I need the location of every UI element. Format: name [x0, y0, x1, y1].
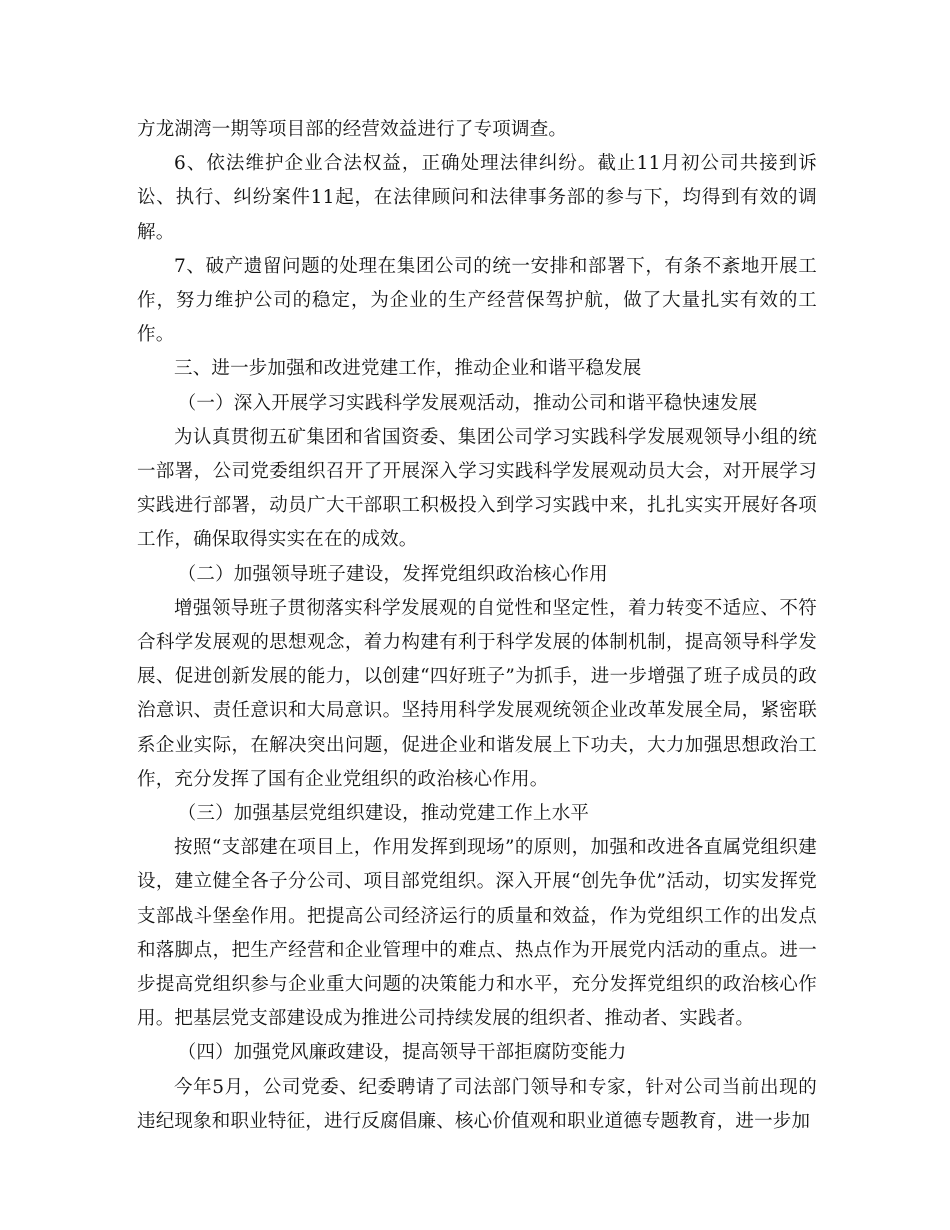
- paragraph-project-survey: 方龙湖湾一期等项目部的经营效益进行了专项调查。: [137, 119, 568, 140]
- subheading-scientific-development: （一）深入开展学习实践科学发展观活动，推动公司和谐平稳快速发展: [177, 392, 758, 414]
- paragraph-grassroots: 按照“支部建在项目上，作用发挥到现场”的原则，加强和改进各直属党组织建设，建立健全各子分公司、项目部党组织。深入开展“创先争优”活动，切实发挥党支部战斗堡垒作用。把提高公司经济运行的质量和效益，作为党组织工作的出发点和落脚点，把生产经营和企业管理中的难点、热点作为开展党内活动的重点。进一步提高党组织参与企业重大问题的决策能力和水平，充分发挥党组织的政治核心作用。把基层党支部建设成为推进公司持续发展的组织者、推动者、实践者。: [137, 837, 817, 1030]
- subheading-grassroots: （三）加强基层党组织建设，推动党建工作上水平: [177, 803, 590, 825]
- subheading-integrity: （四）加强党风廉政建设，提高领导干部拒腐防变能力: [177, 1042, 627, 1064]
- paragraph-leadership: 增强领导班子贯彻落实科学发展观的自觉性和坚定性，着力转变不适应、不符合科学发展观的思想观念，着力构建有利于科学发展的体制机制，提高领导科学发展、促进创新发展的能力，以创建“四好班子”为抓手，进一步增强了班子成员的政治意识、责任意识和大局意识。坚持用科学发展观统领企业改革发展全局，紧密联系企业实际，在解决突出问题，促进企业和谐发展上下功夫，大力加强思想政治工作，充分发挥了国有企业党组织的政治核心作用。: [137, 597, 817, 790]
- paragraph-mobilization: 为认真贯彻五矿集团和省国资委、集团公司学习实践科学发展观领导小组的统一部署，公司党委组织召开了开展深入学习实践科学发展观动员大会，对开展学习实践进行部署，动员广大干部职工积极投入到学习实践中来，扎扎实实开展好各项工作，确保取得实实在在的成效。: [137, 426, 817, 551]
- document-body: [137, 113, 817, 1139]
- subheading-leadership: （二）加强领导班子建设，发挥党组织政治核心作用: [177, 563, 608, 585]
- section-heading-party-building: 三、进一步加强和改进党建工作，推动企业和谐平稳发展: [174, 358, 642, 380]
- paragraph-bankruptcy-issues: 7、破产遗留问题的处理在集团公司的统一安排和部署下，有条不紊地开展工作，努力维护公司的稳定，为企业的生产经营保驾护航，做了大量扎实有效的工作。: [137, 255, 817, 346]
- paragraph-legal-disputes: 6、依法维护企业合法权益，正确处理法律纠纷。截止11月初公司共接到诉讼、执行、纠纷案件11起，在法律顾问和法律事务部的参与下，均得到有效的调解。: [137, 153, 817, 243]
- paragraph-integrity: 今年5月，公司党委、纪委聘请了司法部门领导和专家，针对公司当前出现的违纪现象和职业特征，进行反腐倡廉、核心价值观和职业道德专题教育，进一步加: [137, 1076, 817, 1132]
